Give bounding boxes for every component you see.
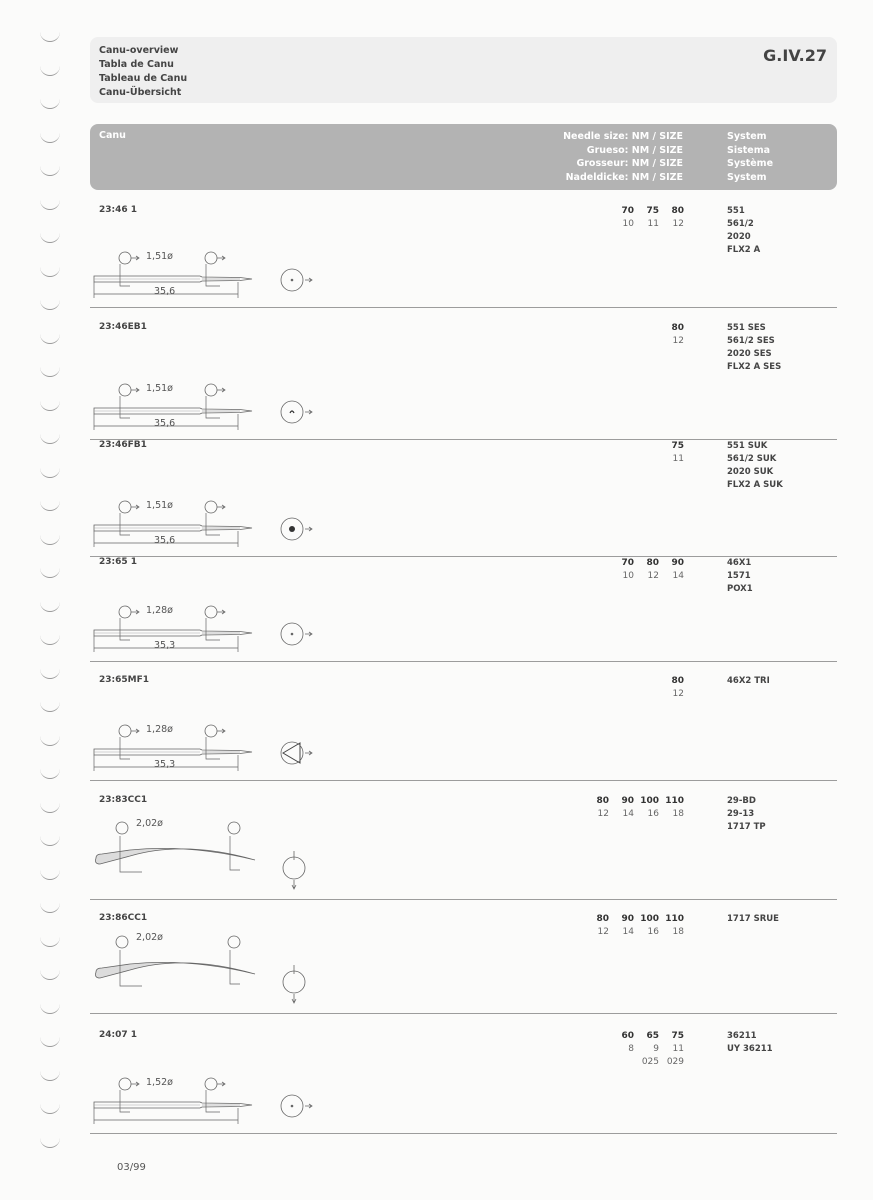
- direction-arrow-icon: [305, 632, 312, 636]
- cross-section-icon: [283, 971, 305, 993]
- binder-ring: [40, 501, 60, 511]
- nm-value: 75: [646, 206, 659, 216]
- system-list: [727, 440, 783, 492]
- nm-value: 65: [646, 1031, 659, 1041]
- needle-drawing: [90, 338, 330, 438]
- system-de: System: [727, 171, 767, 183]
- leader-line: [206, 737, 220, 759]
- leader-line: [206, 264, 220, 286]
- needle-entry: [90, 1030, 837, 1134]
- leader-line: [206, 1090, 220, 1112]
- cross-section-icon: [281, 401, 303, 423]
- shank-arrow-icon: [131, 256, 139, 260]
- needle-code: 23:83CC1: [99, 795, 148, 805]
- nm-value: 90: [621, 796, 634, 806]
- size-value: 16: [647, 809, 659, 819]
- binder-ring: [40, 970, 60, 980]
- size2-value: 029: [666, 1057, 684, 1067]
- size-value: 12: [672, 689, 684, 699]
- needle-code: 23:46 1: [99, 205, 138, 215]
- system-fr: Système: [727, 158, 774, 169]
- size-value: 12: [647, 571, 659, 581]
- size-value: 14: [622, 927, 634, 937]
- nm-value: 70: [621, 206, 634, 216]
- needle-entry: [90, 795, 837, 900]
- cross-section-icon: [283, 857, 305, 879]
- binder-ring: [40, 166, 60, 176]
- nm-value: 100: [640, 796, 659, 806]
- system-value: 561/2 SUK: [727, 454, 777, 464]
- shank-section-icon: [116, 936, 128, 948]
- system-value: 46X1: [727, 558, 752, 568]
- shank-section-icon: [119, 384, 131, 396]
- needle-length: 35,6: [154, 286, 176, 297]
- system-es: Sistema: [727, 144, 771, 156]
- page-code: G.IV.27: [763, 46, 827, 65]
- nm-value: 90: [671, 558, 684, 568]
- binder-ring: [40, 468, 60, 478]
- eye-section-icon: [205, 501, 217, 513]
- page-header: [90, 37, 837, 103]
- title-de: Canu-Übersicht: [99, 87, 182, 98]
- system-value: 1717 SRUE: [727, 914, 779, 924]
- leader-line: [230, 836, 240, 870]
- binder-ring: [40, 1104, 60, 1114]
- system-value: 1571: [727, 571, 751, 581]
- binder-ring: [40, 836, 60, 846]
- binder-ring: [40, 434, 60, 444]
- binder-ring: [40, 133, 60, 143]
- leader-line: [206, 396, 220, 418]
- binder-ring: [40, 300, 60, 310]
- system-value: 551 SES: [727, 323, 766, 333]
- size-value: 18: [672, 809, 684, 819]
- size-value: 14: [622, 809, 634, 819]
- direction-arrow-icon: [305, 527, 312, 531]
- eye-section-icon: [205, 606, 217, 618]
- size-value: 11: [672, 454, 684, 464]
- binder-ring: [40, 736, 60, 746]
- binder-ring: [40, 602, 60, 612]
- shank-arrow-icon: [131, 1082, 139, 1086]
- size-value: 12: [597, 927, 609, 937]
- leader-line: [120, 1090, 130, 1112]
- size-value: 9: [653, 1044, 659, 1054]
- shank-diameter: 1,28ø: [146, 724, 173, 735]
- eye-arrow-icon: [217, 729, 225, 733]
- needle-code: 23:65MF1: [99, 675, 150, 685]
- needle-entry: [90, 675, 837, 781]
- shank-arrow-icon: [131, 610, 139, 614]
- point-dot-icon: [291, 279, 294, 282]
- nm-value: 90: [621, 914, 634, 924]
- needle-drawing: [90, 798, 330, 898]
- binder-ring: [40, 32, 60, 42]
- system-value: 2020 SES: [727, 349, 772, 359]
- column-system: [727, 130, 773, 184]
- system-value: 561/2: [727, 219, 754, 229]
- eye-section-icon: [205, 1078, 217, 1090]
- eye-section-icon: [205, 725, 217, 737]
- shank-arrow-icon: [131, 388, 139, 392]
- footer-date: 03/99: [117, 1162, 146, 1173]
- nm-row: [609, 1030, 684, 1043]
- binder-ring: [40, 937, 60, 947]
- needle-sizes: [659, 322, 684, 348]
- eye-arrow-icon: [217, 256, 225, 260]
- nm-value: 60: [621, 1031, 634, 1041]
- system-list: [727, 1030, 773, 1056]
- needle-size-en: Needle size: NM / SIZE: [563, 131, 683, 142]
- size-value: 12: [597, 809, 609, 819]
- title-fr: Tableau de Canu: [99, 73, 188, 84]
- shank-section-icon: [119, 1078, 131, 1090]
- nm-value: 80: [671, 206, 684, 216]
- needle-drawing: [90, 206, 330, 306]
- needle-length: 35,6: [154, 418, 176, 429]
- needle-entry: [90, 322, 837, 440]
- shank-diameter: 2,02ø: [136, 932, 163, 943]
- needle-sizes: [659, 440, 684, 466]
- system-value: FLX2 A SES: [727, 362, 782, 372]
- leader-line: [120, 396, 130, 418]
- needle-size-es: Grueso: NM / SIZE: [586, 144, 683, 156]
- shank-section-icon: [119, 606, 131, 618]
- needle-drawing: [90, 679, 330, 779]
- shank-section-icon: [119, 501, 131, 513]
- binder-ring: [40, 1071, 60, 1081]
- nm-row: [584, 913, 684, 926]
- size-row: [659, 335, 684, 348]
- system-list: [727, 322, 781, 374]
- point-dot-icon: [291, 1105, 294, 1108]
- nm-value: 80: [671, 676, 684, 686]
- system-value: 2020 SUK: [727, 467, 774, 477]
- nm-value: 100: [640, 914, 659, 924]
- needle-sizes: [609, 557, 684, 583]
- shank-diameter: 2,02ø: [136, 818, 163, 829]
- shank-section-icon: [116, 822, 128, 834]
- binder-ring: [40, 669, 60, 679]
- needle-length: 35,3: [154, 759, 176, 770]
- leader-line: [120, 618, 130, 640]
- direction-arrow-icon: [305, 1104, 312, 1108]
- needle-code: 23:65 1: [99, 557, 138, 567]
- nm-value: 75: [671, 1031, 684, 1041]
- binder-ring: [40, 367, 60, 377]
- shank-diameter: 1,52ø: [146, 1077, 173, 1088]
- system-value: FLX2 A: [727, 245, 761, 255]
- nm-row: [609, 205, 684, 218]
- nm-value: 70: [621, 558, 634, 568]
- shank-diameter: 1,51ø: [146, 383, 173, 394]
- triangle-section-icon: [283, 743, 300, 763]
- binder-ring: [40, 870, 60, 880]
- nm-value: 75: [671, 441, 684, 451]
- binder-ring: [40, 99, 60, 109]
- needle-code: 23:46FB1: [99, 440, 147, 450]
- eye-section-icon: [228, 936, 240, 948]
- system-value: 29-BD: [727, 796, 756, 806]
- eye-arrow-icon: [217, 610, 225, 614]
- column-needle-size: [563, 130, 683, 184]
- leader-line: [120, 264, 130, 286]
- system-value: UY 36211: [727, 1044, 773, 1054]
- system-value: 36211: [727, 1031, 757, 1041]
- title-es: Tabla de Canu: [99, 59, 174, 70]
- nm-value: 110: [665, 796, 684, 806]
- nm-row: [584, 795, 684, 808]
- system-list: [727, 557, 753, 596]
- needle-entry: [90, 557, 837, 662]
- size-row: [659, 453, 684, 466]
- size-value: 10: [622, 219, 634, 229]
- needle-drawing: [90, 455, 330, 555]
- size-value: 18: [672, 927, 684, 937]
- needle-length: 35,6: [154, 535, 176, 546]
- leader-line: [120, 737, 130, 759]
- needle-entry: [90, 205, 837, 308]
- point-dot-icon: [291, 633, 294, 636]
- binder-ring: [40, 702, 60, 712]
- binder-ring: [40, 200, 60, 210]
- shank-section-icon: [119, 725, 131, 737]
- binder-ring: [40, 267, 60, 277]
- direction-arrow-icon: [305, 410, 312, 414]
- system-value: 1717 TP: [727, 822, 766, 832]
- eye-arrow-icon: [217, 505, 225, 509]
- shank-diameter: 1,51ø: [146, 500, 173, 511]
- binder-ring: [40, 568, 60, 578]
- nm-value: 80: [646, 558, 659, 568]
- nm-row: [609, 557, 684, 570]
- needle-code: 24:07 1: [99, 1030, 138, 1040]
- nm-value: 80: [596, 796, 609, 806]
- size-value: 14: [672, 571, 684, 581]
- binder-ring: [40, 401, 60, 411]
- needle-drawing: [90, 1032, 330, 1132]
- size-value: 8: [628, 1044, 634, 1054]
- size-value: 11: [672, 1044, 684, 1054]
- direction-arrow-icon: [305, 278, 312, 282]
- system-value: 551 SUK: [727, 441, 768, 451]
- system-list: [727, 205, 760, 257]
- header-titles: [99, 44, 187, 100]
- needle-code: 23:46EB1: [99, 322, 147, 332]
- curved-needle-outline: [96, 848, 256, 864]
- binder-ring: [40, 66, 60, 76]
- system-value: 561/2 SES: [727, 336, 775, 346]
- leader-line: [206, 513, 220, 535]
- medium-ball-point-icon: [289, 526, 295, 532]
- needle-sizes: [609, 205, 684, 231]
- shank-arrow-icon: [131, 729, 139, 733]
- shank-diameter: 1,51ø: [146, 251, 173, 262]
- system-list: [727, 795, 766, 834]
- size2-row: [609, 1056, 684, 1069]
- system-en: System: [727, 131, 767, 142]
- binder-ring: [40, 803, 60, 813]
- needle-sizes: [584, 795, 684, 821]
- dimension-line: [94, 1108, 238, 1124]
- nm-row: [659, 675, 684, 688]
- binder-ring: [40, 1004, 60, 1014]
- binder-ring: [40, 233, 60, 243]
- nm-row: [659, 440, 684, 453]
- leader-line: [120, 513, 130, 535]
- eye-section-icon: [205, 252, 217, 264]
- needle-drawing: [90, 560, 330, 660]
- system-value: 551: [727, 206, 745, 216]
- nm-row: [659, 322, 684, 335]
- column-canu: Canu: [99, 130, 126, 141]
- column-header-bar: [90, 124, 837, 190]
- needle-code: 23:86CC1: [99, 913, 148, 923]
- nm-value: 80: [671, 323, 684, 333]
- size2-value: 025: [641, 1057, 659, 1067]
- nm-value: 110: [665, 914, 684, 924]
- needle-size-de: Nadeldicke: NM / SIZE: [565, 171, 683, 183]
- size-row: [609, 570, 684, 583]
- eye-section-icon: [228, 822, 240, 834]
- eye-section-icon: [205, 384, 217, 396]
- size-row: [584, 808, 684, 821]
- shank-section-icon: [119, 252, 131, 264]
- size-value: 11: [647, 219, 659, 229]
- binder-ring: [40, 334, 60, 344]
- size-value: 12: [672, 219, 684, 229]
- size-value: 10: [622, 571, 634, 581]
- binder-ring: [40, 1138, 60, 1148]
- needle-sizes: [584, 913, 684, 939]
- size-row: [659, 688, 684, 701]
- size-row: [609, 218, 684, 231]
- needle-size-fr: Grosseur: NM / SIZE: [576, 158, 683, 169]
- eye-arrow-icon: [217, 1082, 225, 1086]
- binder-ring: [40, 769, 60, 779]
- needle-entry: [90, 440, 837, 557]
- leader-line: [230, 950, 240, 984]
- system-value: 29-13: [727, 809, 755, 819]
- system-value: POX1: [727, 584, 753, 594]
- system-list: [727, 675, 770, 688]
- shank-arrow-icon: [131, 505, 139, 509]
- size-row: [609, 1043, 684, 1056]
- title-en: Canu-overview: [99, 45, 179, 56]
- direction-arrow-icon: [305, 751, 312, 755]
- shank-diameter: 1,28ø: [146, 605, 173, 616]
- size-row: [584, 926, 684, 939]
- needle-entry: [90, 913, 837, 1014]
- curved-needle-outline: [96, 962, 256, 978]
- size-value: 12: [672, 336, 684, 346]
- needle-sizes: [659, 675, 684, 701]
- binder-ring: [40, 1037, 60, 1047]
- binder-ring: [40, 535, 60, 545]
- nm-value: 80: [596, 914, 609, 924]
- needle-length: 35,3: [154, 640, 176, 651]
- eye-arrow-icon: [217, 388, 225, 392]
- system-value: 2020: [727, 232, 751, 242]
- size-value: 16: [647, 927, 659, 937]
- ball-point-icon: [290, 411, 294, 413]
- binder-ring: [40, 903, 60, 913]
- binder-ring: [40, 635, 60, 645]
- system-list: [727, 913, 779, 926]
- system-value: FLX2 A SUK: [727, 480, 783, 490]
- system-value: 46X2 TRI: [727, 676, 770, 686]
- needle-drawing: [90, 912, 330, 1012]
- leader-line: [206, 618, 220, 640]
- needle-sizes: [609, 1030, 684, 1069]
